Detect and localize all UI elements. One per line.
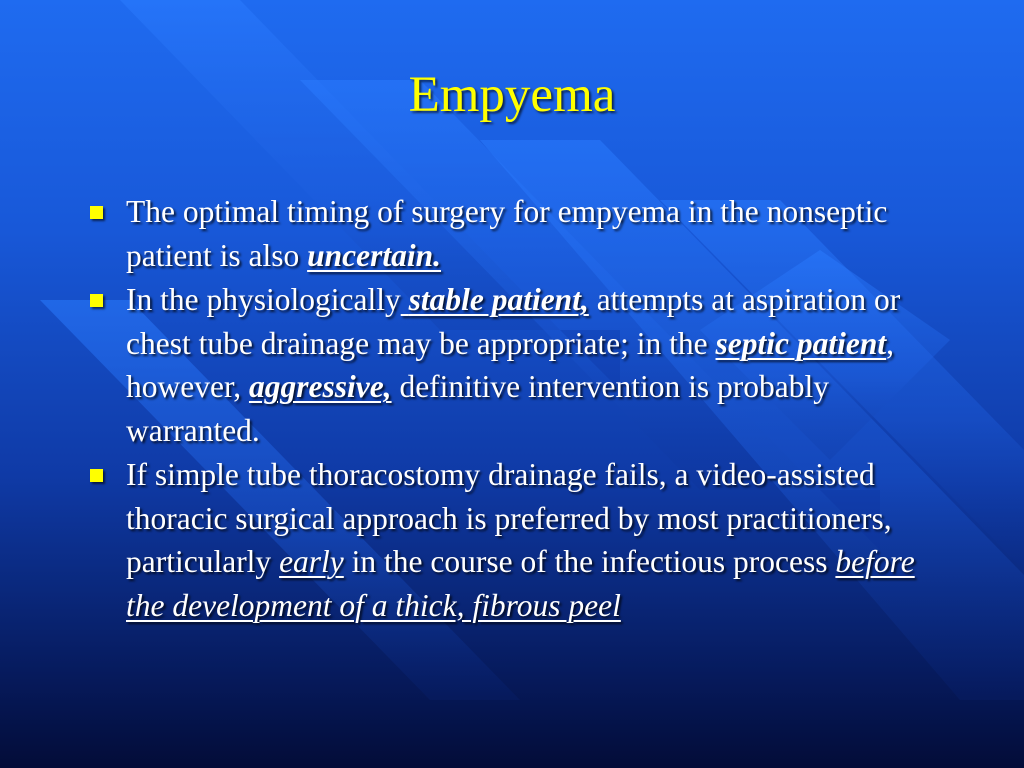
bullet-item [0,190,936,277]
bullet-text: If simple tube thoracostomy drainage fails, a video-assisted thoracic surgical approach is preferred by most practitioners, particularly [126,457,892,579]
emphasis-text: early [279,544,344,579]
square-bullet-icon [90,206,103,219]
emphasis-text: stable patient, [408,282,589,317]
bullet-text: attempts at aspiration or chest tube drainage may be appropriate; in the [126,282,901,361]
bullet-text: , however, [126,325,895,404]
bullet-item [0,278,936,452]
emphasis-text: septic patient [715,325,887,361]
emphasis-text: before the development of a thick, fibrous peel [126,544,915,623]
bullet-list [0,190,1024,628]
bullet-item [0,453,936,627]
square-bullet-icon [90,469,103,482]
emphasis-text: aggressive, [248,369,392,404]
emphasis-text: uncertain. [307,237,442,273]
slide-title: Empyema [408,67,616,123]
bullet-text: in the course of the infectious process [343,544,836,579]
square-bullet-icon [90,294,103,307]
bullet-text: In the physiologically [126,282,401,317]
underlined-space [401,282,409,317]
bullet-text: The optimal timing of surgery for empyema in the nonseptic patient is also [126,194,888,273]
bullet-text: definitive intervention is probably warranted. [126,369,829,448]
